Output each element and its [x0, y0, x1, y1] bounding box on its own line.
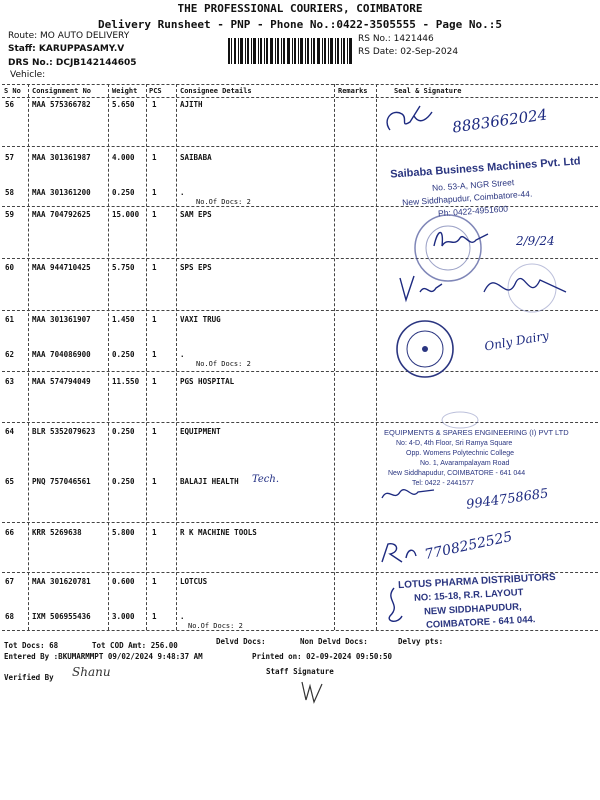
total-cod: Tot COD Amt: 256.00	[92, 641, 178, 650]
row-weight: 0.600	[112, 577, 135, 586]
total-docs: Tot Docs: 68	[4, 641, 59, 650]
saibaba-stamp-line3: Ph: 0422-4951600	[437, 203, 509, 219]
row-pcs: 1	[152, 210, 157, 219]
row-weight: 0.250	[112, 477, 135, 486]
row-sno: 59	[5, 210, 15, 219]
row-docs: No.Of Docs: 2	[188, 622, 243, 630]
verified-by-signature: Shanu	[72, 665, 111, 679]
row-pcs: 1	[152, 315, 157, 324]
handwritten-phone-56: 8883662024	[451, 105, 549, 137]
row-rule	[2, 371, 598, 372]
report-subtitle: Delivery Runsheet - PNP - Phone No.:0422-3505555 - Page No.:5	[98, 18, 502, 31]
row-sno: 56	[5, 100, 15, 109]
row-weight: 5.750	[112, 263, 135, 272]
row-sno: 68	[5, 612, 15, 621]
printed-on: Printed on: 02-09-2024 09:50:50	[252, 652, 392, 661]
row-consignment: MAA 301361200	[32, 188, 91, 197]
row-rule	[2, 572, 598, 573]
lotus-stamp-line3: COIMBATORE - 641 044.	[425, 614, 536, 631]
row-pcs: 1	[152, 100, 157, 109]
row-weight: 0.250	[112, 350, 135, 359]
lotus-stamp-line2: NEW SIDDHAPUDUR,	[423, 601, 522, 618]
rs-date: RS Date: 02-Sep-2024	[358, 47, 459, 57]
route-label: Route: MO AUTO DELIVERY	[8, 31, 130, 41]
signature-60	[396, 272, 446, 306]
col-divider	[334, 84, 335, 630]
row-consignee: EQUIPMENT	[180, 427, 221, 436]
saibaba-stamp-line1: No. 53-A, NGR Street	[431, 177, 515, 193]
col-divider	[176, 84, 177, 630]
col-sno: S No	[4, 87, 21, 95]
row-weight: 15.000	[112, 210, 140, 219]
handwritten-date-59: 2/9/24	[516, 234, 555, 248]
equipments-stamp-line4: New Siddhapudur, COIMBATORE - 641 044	[388, 470, 526, 477]
row-consignee: R K MACHINE TOOLS	[180, 528, 257, 537]
row-pcs: 1	[152, 427, 157, 436]
entered-by: Entered By :BKUMARMMPT 09/02/2024 9:48:37 AM	[4, 652, 203, 661]
row-consignee: BALAJI HEALTH	[180, 477, 239, 486]
row-consignee: .	[180, 188, 185, 197]
equipments-stamp-name: EQUIPMENTS & SPARES ENGINEERING (I) PVT LTD	[384, 428, 569, 437]
row-sno: 62	[5, 350, 15, 359]
signature-66	[378, 540, 418, 566]
row-consignment: BLR 5352079623	[32, 427, 96, 436]
row-pcs: 1	[152, 477, 157, 486]
row-consignment: MAA 944710425	[32, 263, 91, 272]
saibaba-stamp-line2: New Siddhapudur, Coimbatore-44.	[401, 188, 533, 208]
row-docs: No.Of Docs: 2	[196, 360, 251, 368]
row-consignee: .	[180, 350, 185, 359]
row-sno: 63	[5, 377, 15, 386]
equipments-stamp-line3: No. 1, Avarampalayam Road	[420, 460, 510, 467]
row-pcs: 1	[152, 188, 157, 197]
row-weight: 11.550	[112, 377, 140, 386]
col-consignee: Consignee Details	[180, 87, 252, 95]
saibaba-stamp-name: Saibaba Business Machines Pvt. Ltd	[389, 155, 581, 181]
staff-signature-label: Staff Signature	[266, 667, 334, 676]
row-weight: 3.000	[112, 612, 135, 621]
row-sno: 66	[5, 528, 15, 537]
staff-signature-mark	[296, 680, 326, 704]
row-rule	[2, 522, 598, 523]
row-consignee: AJITH	[180, 100, 203, 109]
drs-number: DRS No.: DCJB142144605	[8, 58, 137, 68]
table-bottom-rule	[2, 630, 598, 631]
equipments-stamp-line1: No: 4-D, 4th Floor, Sri Ramya Square	[396, 440, 513, 447]
row-pcs: 1	[152, 528, 157, 537]
table-header-rule	[2, 97, 598, 98]
row-sno: 60	[5, 263, 15, 272]
vehicle-label: Vehicle:	[10, 70, 46, 80]
row-sno: 67	[5, 577, 15, 586]
handwritten-remark-61: Only Dairy	[483, 328, 550, 354]
table-top-rule	[2, 84, 598, 85]
row-pcs: 1	[152, 350, 157, 359]
col-pcs: PCS	[149, 87, 162, 95]
faint-seal-icon	[480, 262, 570, 314]
handwritten-note-65: Tech.	[252, 474, 280, 485]
col-consignment: Consignment No	[32, 87, 92, 95]
row-pcs: 1	[152, 612, 157, 621]
col-weight: Weight	[112, 87, 138, 95]
handwritten-phone-66: 7708252525	[423, 528, 514, 564]
signature-67	[382, 586, 406, 626]
verified-by-label: Verified By	[4, 673, 54, 682]
row-consignee: VAXI TRUG	[180, 315, 221, 324]
col-divider	[28, 84, 29, 630]
col-divider	[146, 84, 147, 630]
row-rule	[2, 206, 598, 207]
report-title: THE PROFESSIONAL COURIERS, COIMBATORE	[177, 2, 423, 15]
row-sno: 65	[5, 477, 15, 486]
row-consignment: PNQ 757046561	[32, 477, 91, 486]
row-consignee: PGS HOSPITAL	[180, 377, 235, 386]
row-consignment: MAA 301361987	[32, 153, 91, 162]
row-sno: 61	[5, 315, 15, 324]
row-consignment: MAA 574794049	[32, 377, 91, 386]
handwritten-phone-65: 9944758685	[465, 486, 550, 513]
row-consignment: MAA 704792625	[32, 210, 91, 219]
col-seal: Seal & Signature	[394, 87, 462, 95]
equipments-stamp-line2: Opp. Womens Polytechnic College	[406, 450, 515, 457]
row-consignment: MAA 704086900	[32, 350, 91, 359]
signature-65	[380, 484, 436, 504]
row-consignment: MAA 301361907	[32, 315, 91, 324]
barcode-icon	[228, 38, 352, 64]
col-divider	[108, 84, 109, 630]
row-docs: No.Of Docs: 2	[196, 198, 251, 206]
col-divider	[376, 84, 377, 630]
row-weight: 5.650	[112, 100, 135, 109]
faint-seal-small-icon	[440, 410, 480, 430]
row-weight: 0.250	[112, 188, 135, 197]
row-pcs: 1	[152, 377, 157, 386]
row-consignee: SPS EPS	[180, 263, 212, 272]
lotus-stamp-line1: NO: 15-18, R.R. LAYOUT	[413, 587, 524, 604]
row-consignee: SAM EPS	[180, 210, 212, 219]
row-sno: 57	[5, 153, 15, 162]
row-weight: 4.000	[112, 153, 135, 162]
row-sno: 58	[5, 188, 15, 197]
delivered-docs: Delvd Docs:	[216, 637, 266, 646]
vaxi-round-seal-icon	[394, 318, 456, 380]
row-sno: 64	[5, 427, 15, 436]
row-consignment: MAA 301620781	[32, 577, 91, 586]
col-remarks: Remarks	[338, 87, 368, 95]
row-rule	[2, 146, 598, 147]
row-consignment: MAA 575366782	[32, 100, 91, 109]
row-weight: 5.800	[112, 528, 135, 537]
rs-number: RS No.: 1421446	[358, 34, 434, 44]
row-rule	[2, 422, 598, 423]
delivery-points: Delvy pts:	[398, 637, 444, 646]
row-pcs: 1	[152, 153, 157, 162]
row-consignee: .	[180, 612, 185, 621]
signature-56	[380, 100, 440, 140]
row-consignment: KRR 5269638	[32, 528, 82, 537]
non-delivered-docs: Non Delvd Docs:	[300, 637, 368, 646]
row-consignee: SAIBABA	[180, 153, 212, 162]
signature-59	[430, 224, 490, 254]
staff-label: Staff: KARUPPASAMY.V	[8, 44, 125, 54]
row-rule	[2, 258, 598, 259]
row-consignment: IXM 506955436	[32, 612, 91, 621]
row-pcs: 1	[152, 263, 157, 272]
lotus-stamp-name: LOTUS PHARMA DISTRIBUTORS	[397, 571, 556, 592]
row-weight: 0.250	[112, 427, 135, 436]
row-pcs: 1	[152, 577, 157, 586]
row-consignee: LOTCUS	[180, 577, 208, 586]
equipments-stamp-line5: Tel: 0422 - 2441577	[412, 480, 474, 487]
row-weight: 1.450	[112, 315, 135, 324]
